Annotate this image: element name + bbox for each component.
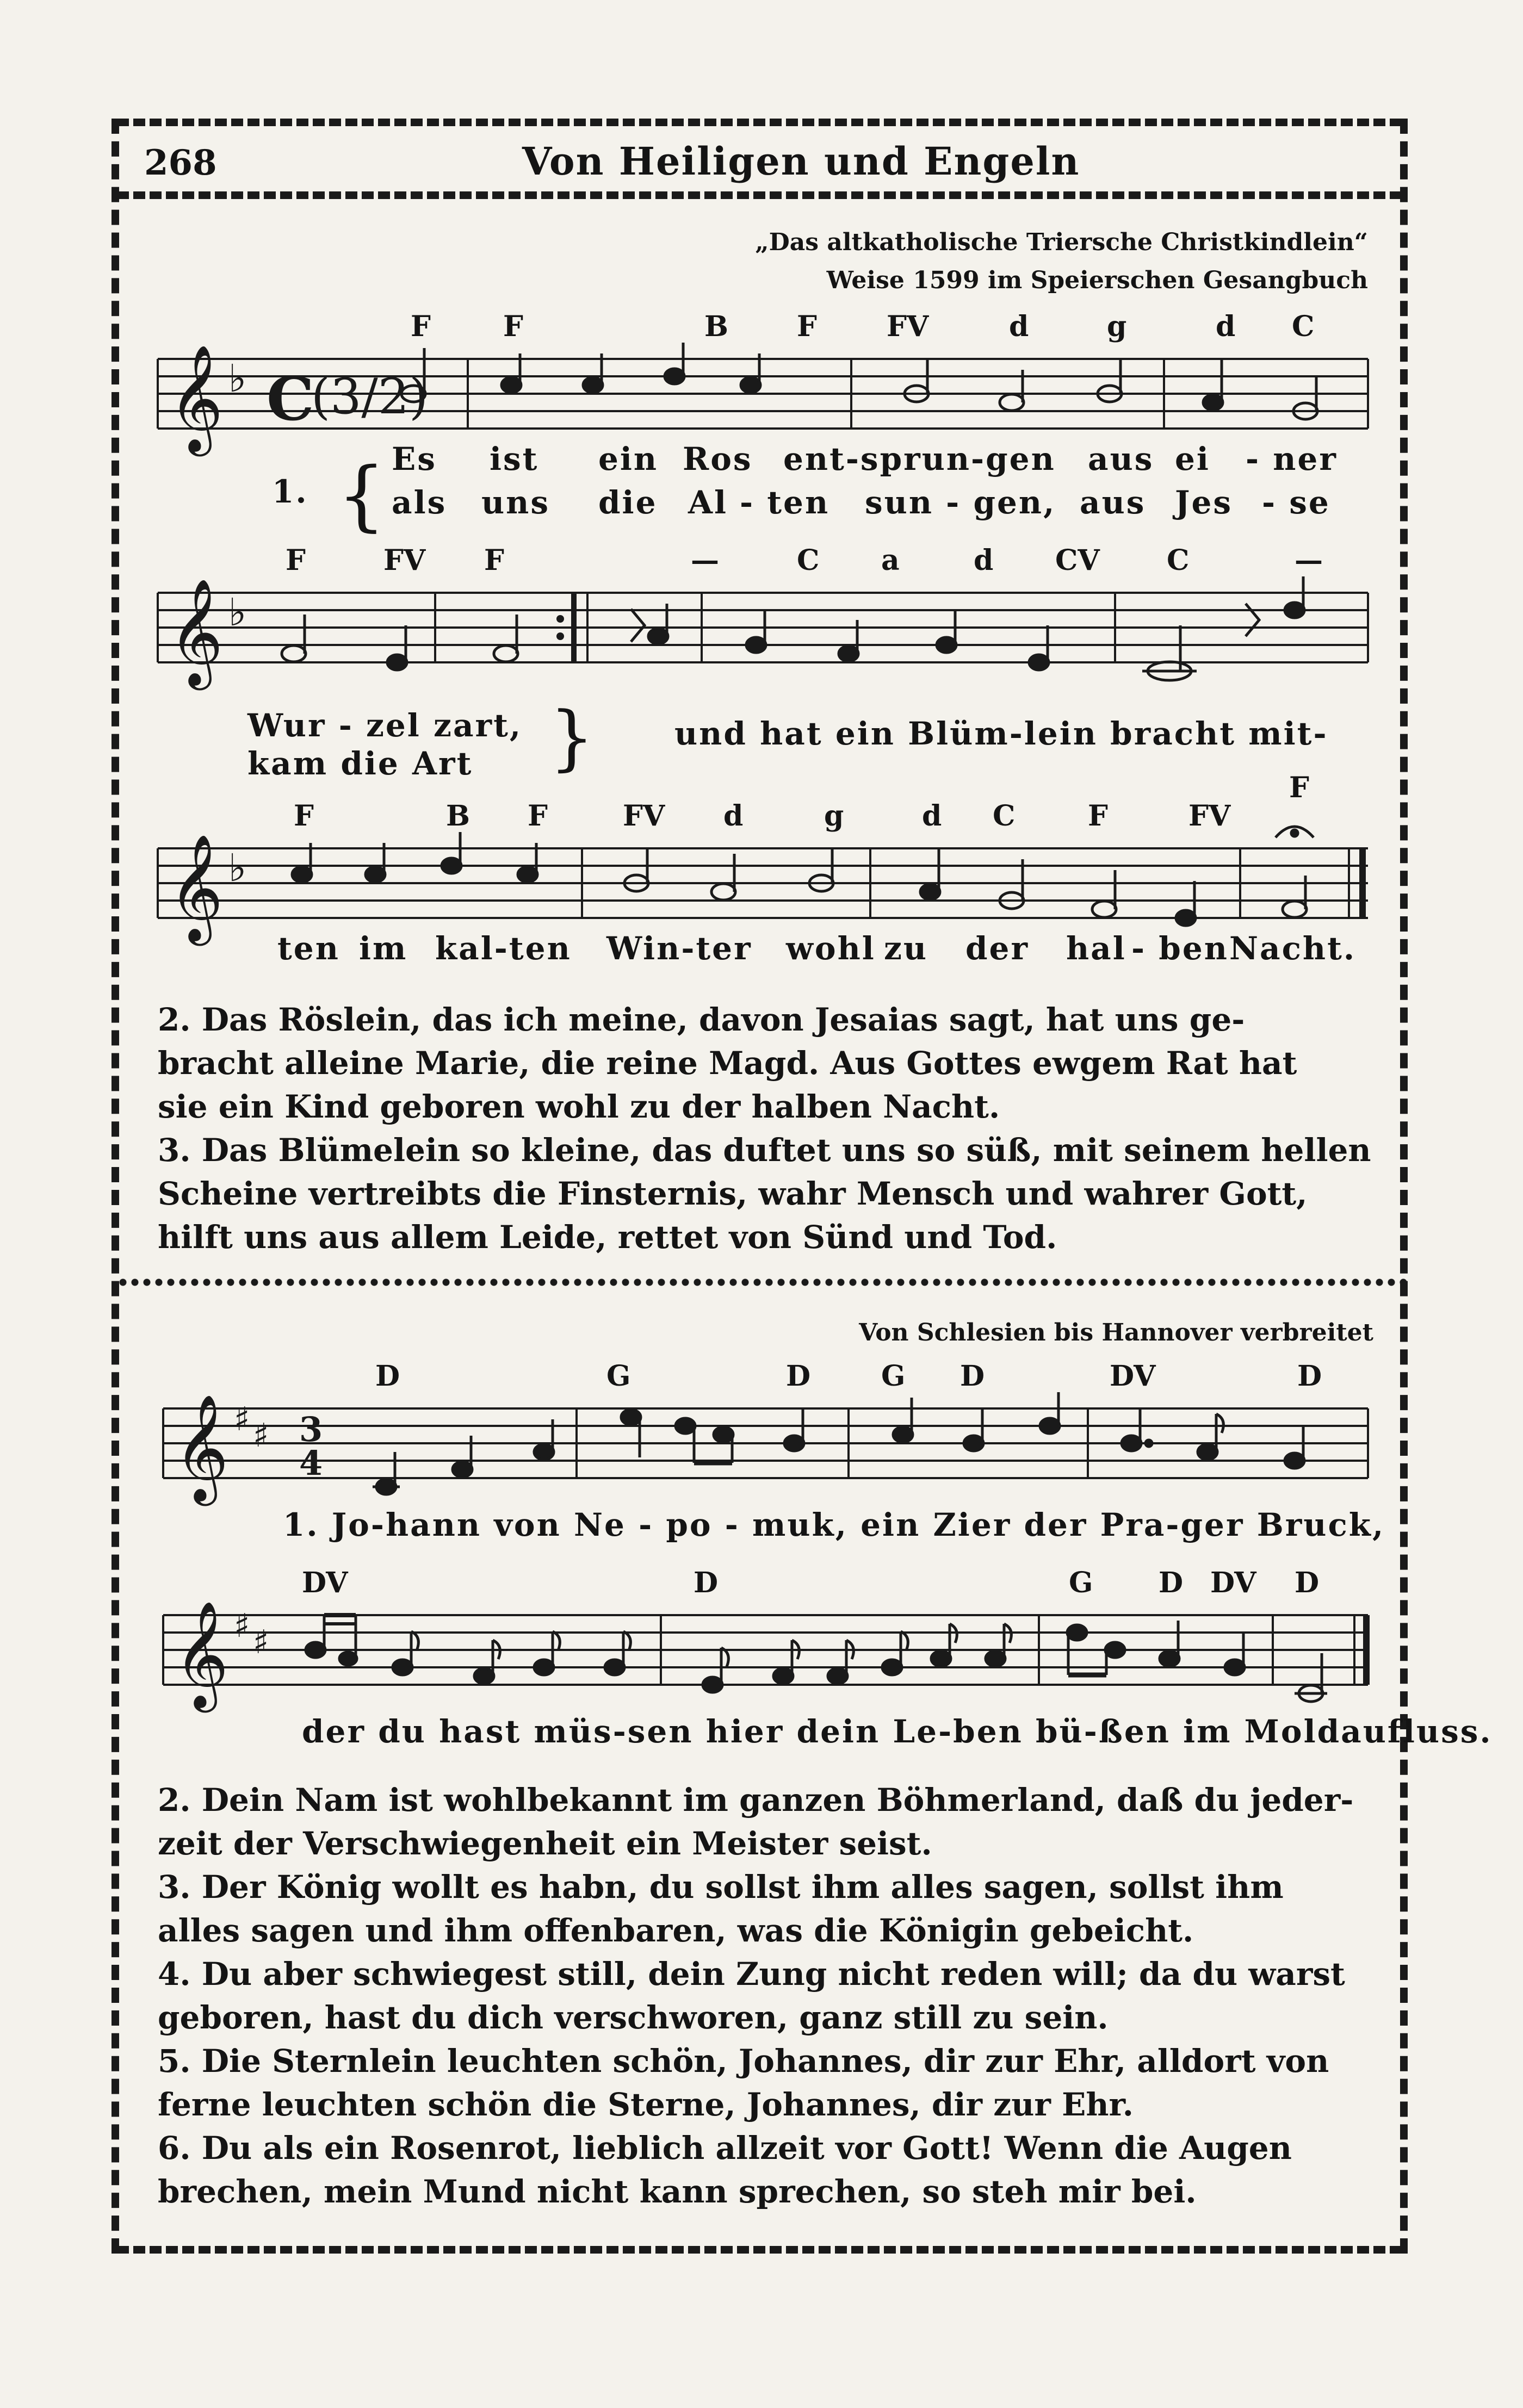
time-signature: (3/2): [311, 368, 429, 425]
chord: F: [1289, 771, 1309, 804]
staff-row2: [158, 571, 1376, 691]
svg-text:♯: ♯: [253, 1417, 269, 1455]
time-signature: 3: [299, 1410, 323, 1449]
lyric-syllable: Win-ter: [606, 930, 752, 967]
lyric-line: 1. Jo-hann von Ne - po - muk, ein Zier der Pra-ger Bruck,: [283, 1506, 1385, 1543]
chord: C: [993, 799, 1016, 833]
chord: CV: [1055, 544, 1100, 577]
lyric-syllable: - se: [1262, 484, 1330, 521]
svg-text:♯: ♯: [253, 1623, 269, 1661]
chord: d: [1009, 310, 1029, 343]
chord: DV: [1110, 1360, 1156, 1393]
lyric-syllable: Es: [392, 440, 437, 477]
top-border: [117, 119, 1406, 126]
lyric-syllable: zu: [884, 930, 928, 967]
chord: F: [286, 544, 306, 577]
lyric-syllable: der: [965, 930, 1030, 967]
verse-line: alles sagen und ihm offenbaren, was die Königin gebeicht.: [158, 1912, 1194, 1949]
lyric-line: und hat ein Blüm-lein bracht mit-: [674, 715, 1328, 752]
chord: a: [881, 544, 900, 577]
right-border: [1400, 119, 1408, 2254]
svg-text:♭: ♭: [228, 846, 247, 890]
header-rule: [117, 191, 1406, 199]
left-border: [112, 119, 119, 2254]
chord: D: [960, 1360, 985, 1393]
song1-source-line1: „Das altkatholische Triersche Christkindlein“: [755, 228, 1368, 256]
chord: F: [484, 544, 504, 577]
svg-text:♯: ♯: [234, 1400, 250, 1438]
staff-row3: [158, 827, 1376, 946]
chord: d: [723, 799, 744, 833]
chord: F: [1088, 799, 1108, 833]
chord: DV: [302, 1566, 348, 1599]
svg-text:♭: ♭: [228, 356, 247, 401]
lyric-syllable: aus: [1080, 484, 1146, 521]
lyric-syllable: kal-ten: [435, 930, 572, 967]
chord: d: [974, 544, 994, 577]
staff-song2-row2: [163, 1593, 1376, 1713]
chord: FV: [887, 310, 929, 343]
verse-line: Scheine vertreibts die Finsternis, wahr Mensch und wahrer Gott,: [158, 1175, 1308, 1212]
verse-line: zeit der Verschwiegenheit ein Meister seist.: [158, 1825, 932, 1862]
chord: g: [1107, 310, 1127, 343]
lyric-syllable: ent-sprun-gen: [783, 440, 1056, 477]
chord: F: [503, 310, 523, 343]
chord: G: [606, 1360, 631, 1393]
lyric-syllable: aus: [1088, 440, 1154, 477]
lyric-syllable: Al: [688, 484, 728, 521]
chord: B: [704, 310, 728, 343]
chord: C: [1167, 544, 1190, 577]
lyric-syllable: Ros: [683, 440, 753, 477]
svg-text:𝄞: 𝄞: [174, 1394, 229, 1501]
lyric-syllable: Jes: [1175, 484, 1233, 521]
lyric-syllable: - ten: [740, 484, 830, 521]
svg-text:♭: ♭: [228, 590, 247, 635]
svg-text:4: 4: [299, 1443, 323, 1483]
verse-number: 1.: [272, 473, 308, 510]
lyric-syllable: Nacht.: [1229, 930, 1357, 967]
chord: FV: [623, 799, 665, 833]
chord: —: [691, 544, 719, 577]
chord: g: [824, 799, 844, 833]
chord: C: [1292, 310, 1315, 343]
section-divider: [117, 1278, 1411, 1287]
bottom-border: [117, 2246, 1406, 2254]
svg-text:𝄞: 𝄞: [169, 834, 224, 941]
lyric-syllable: ei: [1175, 440, 1210, 477]
lyric-syllable: ist: [490, 440, 539, 477]
chord: FV: [383, 544, 426, 577]
verse-line: ferne leuchten schön die Sterne, Johannes, dir zur Ehr.: [158, 2086, 1134, 2123]
svg-text:𝄞: 𝄞: [174, 1600, 229, 1708]
lyric-syllable: die: [598, 484, 658, 521]
lyric-line: der du hast müs-sen hier dein Le-ben bü-ßen im Moldaufluss.: [302, 1713, 1493, 1750]
lyric-syllable: - ner: [1246, 440, 1338, 477]
svg-text:𝄞: 𝄞: [169, 578, 224, 686]
chord: F: [411, 310, 431, 343]
chord: D: [786, 1360, 811, 1393]
chord: D: [375, 1360, 400, 1393]
verse-line: bracht alleine Marie, die reine Magd. Aus Gottes ewgem Rat hat: [158, 1045, 1297, 1082]
chord: D: [1297, 1360, 1322, 1393]
page-number: 268: [144, 142, 217, 183]
lyric-line: kam die Art: [247, 745, 473, 782]
song1-source-line2: Weise 1599 im Speierschen Gesangbuch: [826, 266, 1368, 294]
chord: G: [881, 1360, 906, 1393]
chord: D: [1295, 1566, 1320, 1599]
svg-text:♯: ♯: [234, 1607, 250, 1645]
verse-line: 2. Das Röslein, das ich meine, davon Jesaias sagt, hat uns ge-: [158, 1001, 1245, 1038]
verse-line: 5. Die Sternlein leuchten schön, Johannes, dir zur Ehr, alldort von: [158, 2043, 1329, 2080]
brace-open: {: [337, 451, 388, 540]
lyric-syllable: wohl: [786, 930, 876, 967]
verse-line: 4. Du aber schwiegest still, dein Zung nicht reden will; da du warst: [158, 1956, 1345, 1993]
chord: D: [694, 1566, 719, 1599]
running-title: Von Heiligen und Engeln: [522, 139, 1080, 184]
chord: —: [1295, 544, 1323, 577]
chord: d: [1216, 310, 1236, 343]
chord: F: [797, 310, 817, 343]
lyric-syllable: uns: [481, 484, 550, 521]
lyric-syllable: sun - gen,: [865, 484, 1056, 521]
chord: B: [446, 799, 470, 833]
chord: F: [294, 799, 314, 833]
lyric-syllable: hal: [1066, 930, 1126, 967]
lyric-syllable: ein: [598, 440, 659, 477]
verse-line: 3. Der König wollt es habn, du sollst ihm alles sagen, sollst ihm: [158, 1869, 1284, 1906]
chord: G: [1069, 1566, 1093, 1599]
chord: F: [528, 799, 548, 833]
lyric-syllable: im: [359, 930, 408, 967]
verse-line: hilft uns aus allem Leide, rettet von Sünd und Tod.: [158, 1219, 1057, 1256]
verse-line: 3. Das Blümelein so kleine, das duftet uns so süß, mit seinem hellen: [158, 1132, 1371, 1169]
svg-text:𝄞: 𝄞: [169, 344, 224, 452]
chord: FV: [1188, 799, 1231, 833]
svg-text:C: C: [267, 364, 314, 434]
chord: D: [1159, 1566, 1184, 1599]
verse-line: brechen, mein Mund nicht kann sprechen, so steh mir bei.: [158, 2173, 1197, 2210]
staff-row1: [158, 337, 1376, 457]
chord: DV: [1210, 1566, 1256, 1599]
verse-line: sie ein Kind geboren wohl zu der halben Nacht.: [158, 1088, 1000, 1125]
verse-line: 2. Dein Nam ist wohlbekannt im ganzen Böhmerland, daß du jeder-: [158, 1782, 1354, 1819]
verse-line: geboren, hast du dich verschworen, ganz still zu sein.: [158, 1999, 1109, 2036]
song2-source: Von Schlesien bis Hannover verbreitet: [859, 1319, 1373, 1346]
lyric-line: Wur - zel zart,: [247, 707, 523, 744]
chord: d: [922, 799, 942, 833]
lyric-syllable: - ben: [1131, 930, 1229, 967]
staff-song2-row1: [163, 1387, 1376, 1506]
lyric-syllable: ten: [277, 930, 340, 967]
verse-line: 6. Du als ein Rosenrot, lieblich allzeit vor Gott! Wenn die Augen: [158, 2130, 1292, 2167]
lyric-syllable: als: [392, 484, 447, 521]
chord: C: [797, 544, 820, 577]
brace-close: }: [549, 696, 596, 779]
